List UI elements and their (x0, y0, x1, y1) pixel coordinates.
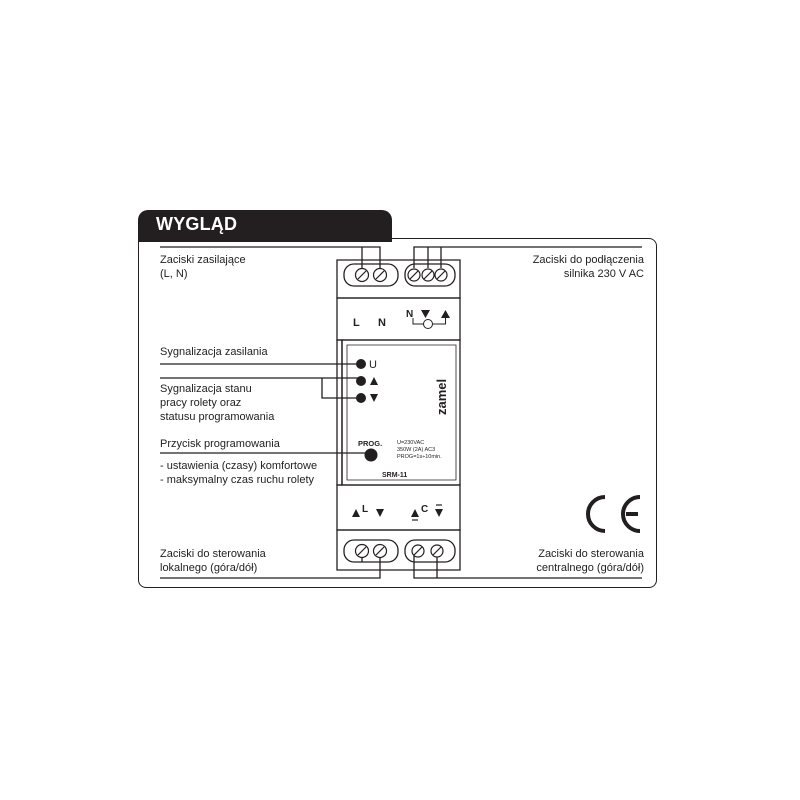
prog-button-label: Przycisk programowania (160, 438, 280, 450)
arrow-down-icon (421, 310, 430, 318)
central-terminals-label: Zaciski do sterowania centralnego (góra/dół) (536, 548, 644, 574)
motor-terminals-label: Zaciski do podłączenia silnika 230 V AC (532, 254, 644, 280)
supply-terminal-housing (344, 264, 398, 286)
terminal-label-n: N (378, 317, 386, 329)
spec-voltage: U=230VAC (397, 440, 425, 446)
brand-logo: zamel (434, 378, 449, 415)
local-leader-line (160, 550, 380, 578)
led-power-icon (356, 359, 366, 369)
prog-label: PROG. (358, 439, 383, 448)
section-title: WYGLĄD (156, 214, 238, 234)
led-u-label: U (369, 359, 377, 371)
spec-prog-time: PROG=1s÷10min. (397, 454, 442, 460)
arrow-up-icon (411, 509, 419, 517)
local-label: L (362, 504, 369, 515)
arrow-up-icon (352, 509, 360, 517)
model-label: SRM-11 (382, 472, 408, 479)
arrow-up-icon (370, 377, 378, 385)
supply-leader-line (160, 247, 380, 268)
terminal-label-motor-n: N (406, 309, 414, 320)
status-signal-label: Sygnalizacja stanu pracy rolety oraz statusu programowania (160, 383, 275, 423)
led-up-icon (356, 376, 366, 386)
led-down-icon (356, 393, 366, 403)
prog-options-label: - ustawienia (czasy) komfortowe - maksymalny czas ruchu rolety (160, 460, 318, 486)
ce-mark-icon (588, 497, 640, 531)
supply-terminals-label: Zaciski zasilające (L, N) (160, 254, 246, 280)
terminal-label-l: L (353, 317, 360, 329)
local-terminals-label: Zaciski do sterowania lokalnego (góra/dół) (160, 548, 266, 574)
central-label: C (421, 504, 429, 515)
arrow-down-icon (370, 394, 378, 402)
prog-button[interactable] (365, 449, 378, 462)
local-terminal-housing (344, 540, 398, 562)
power-signal-label: Sygnalizacja zasilania (160, 346, 268, 358)
central-leader-line (414, 550, 642, 578)
arrow-up-icon (441, 310, 450, 318)
spec-power: 350W (2A) AC3 (397, 447, 436, 453)
arrow-down-icon (376, 509, 384, 517)
motor-icon (413, 318, 446, 329)
arrow-down-icon (435, 509, 443, 517)
bottom-label-panel (337, 485, 460, 530)
